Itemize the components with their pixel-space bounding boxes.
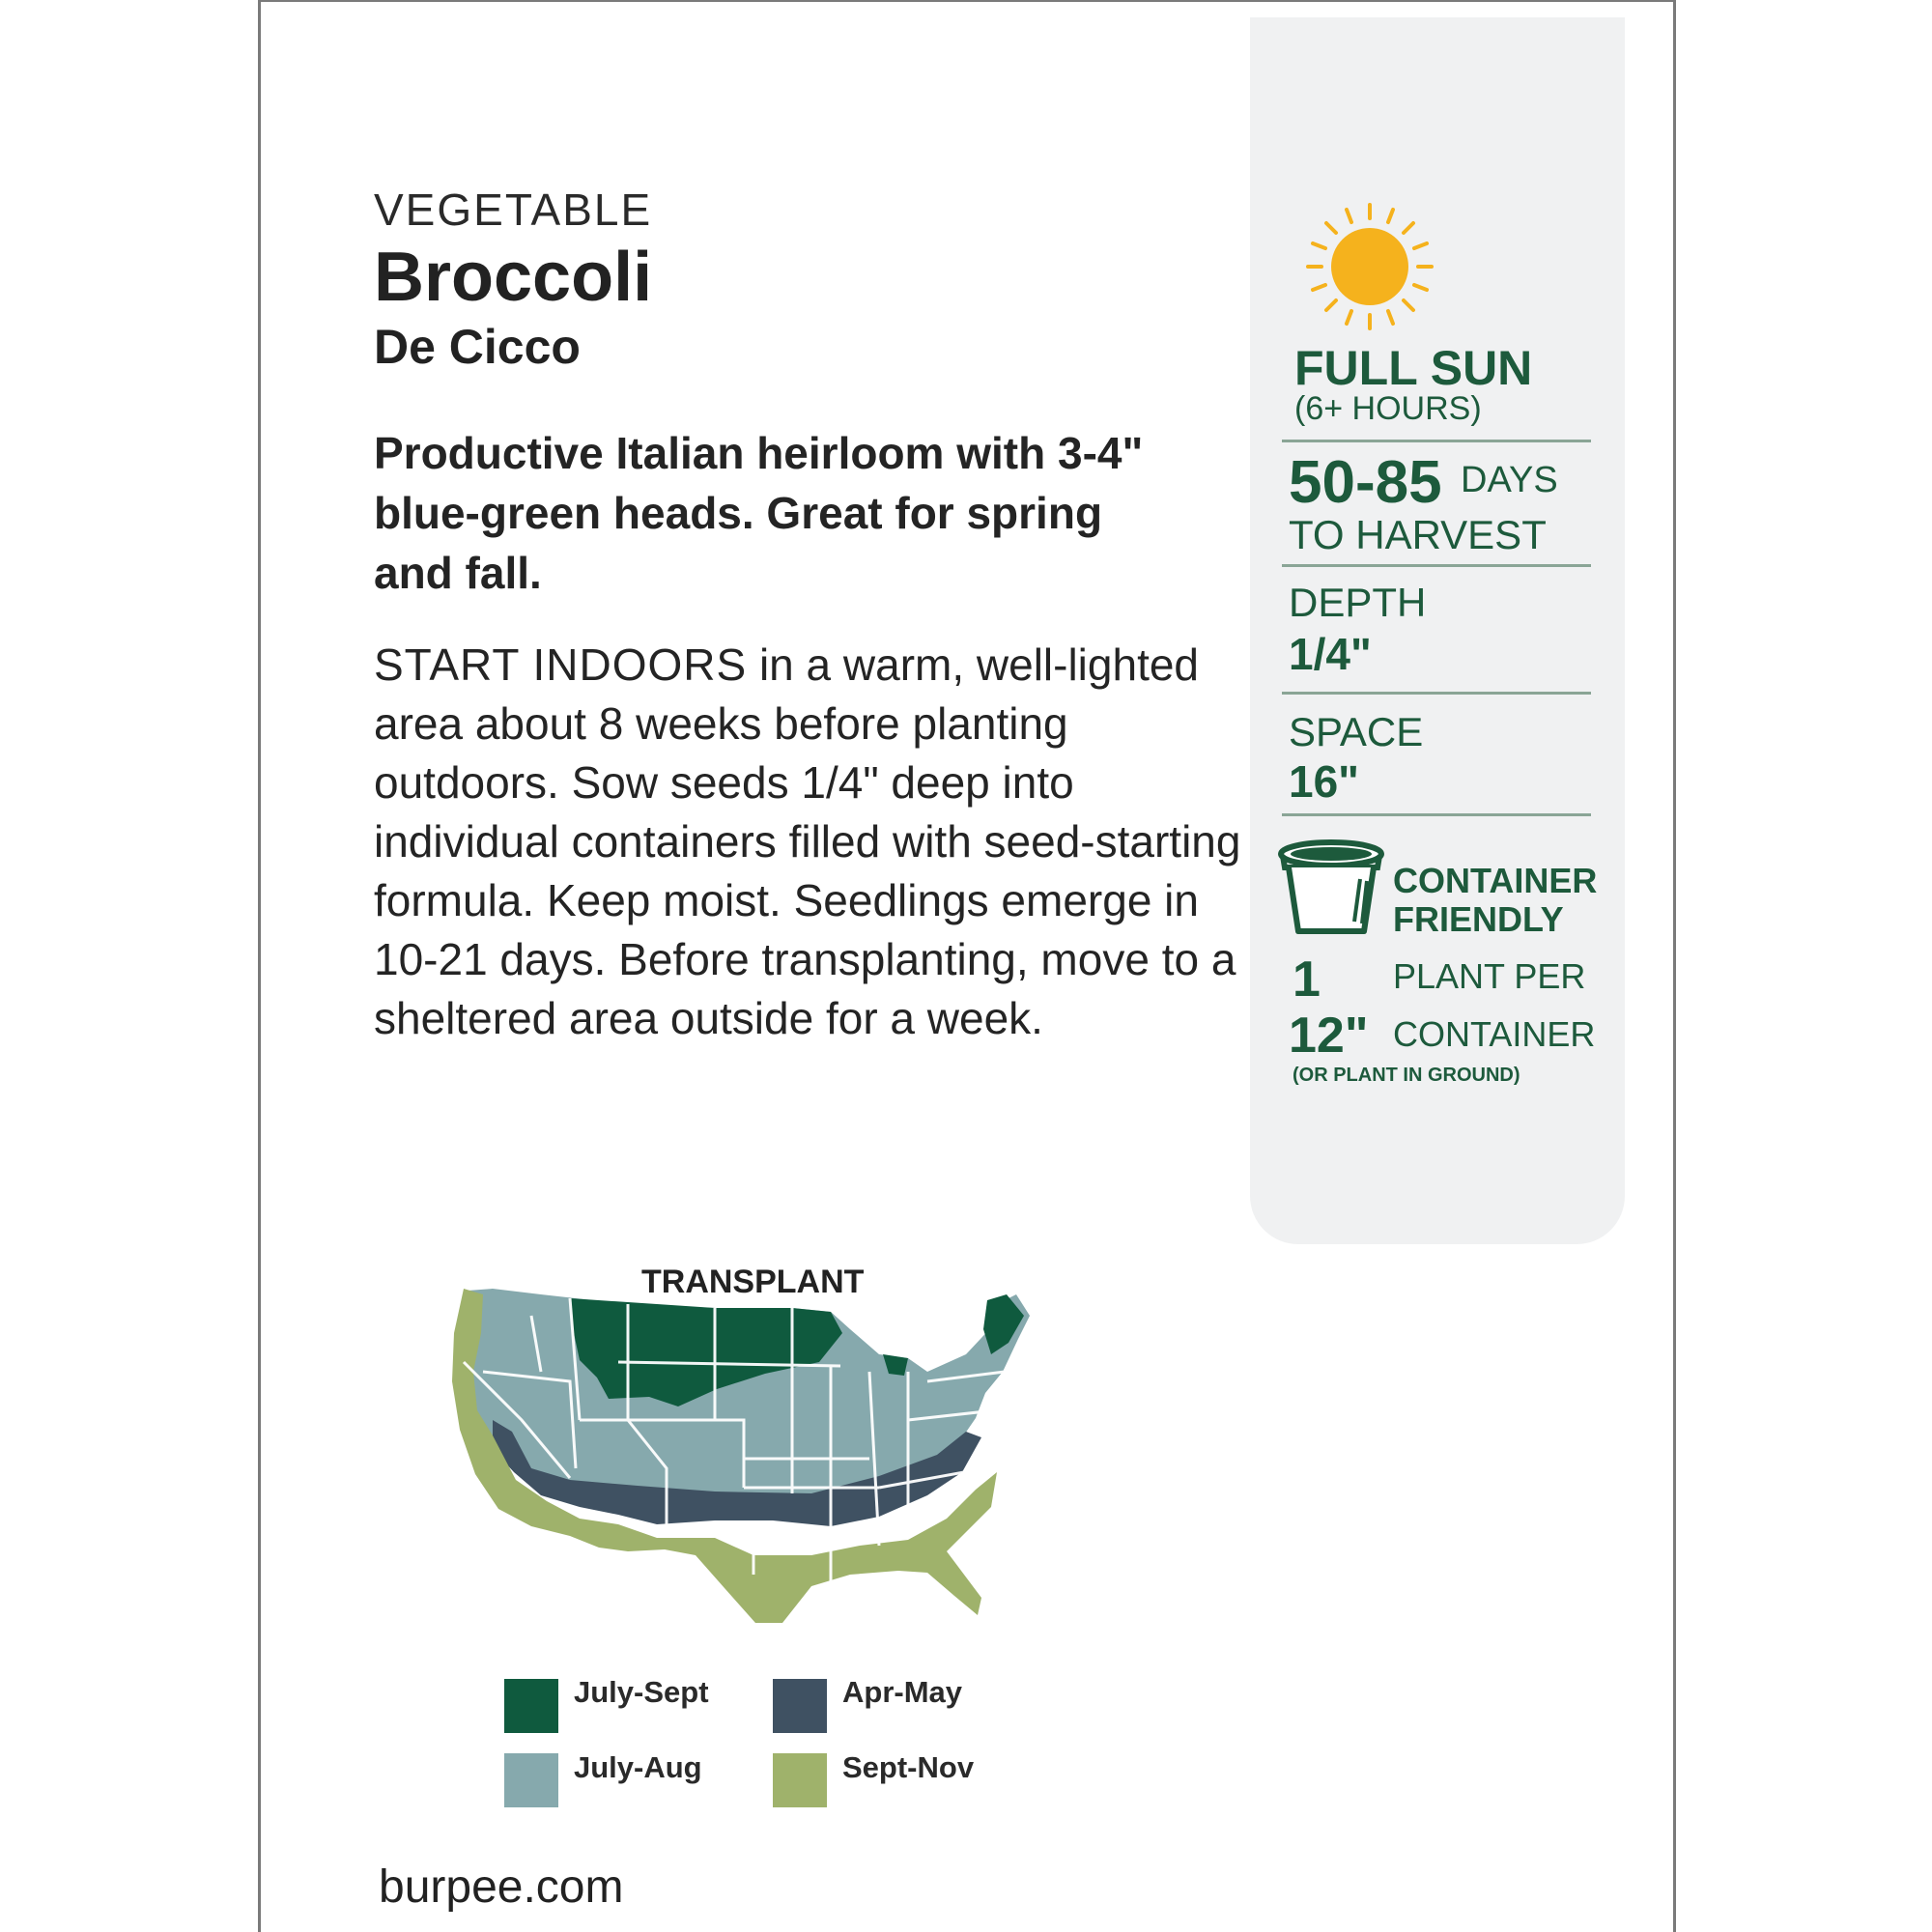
- website-link[interactable]: burpee.com: [379, 1861, 624, 1913]
- days-label: DAYS: [1461, 460, 1558, 500]
- legend-swatch-sept-nov: [773, 1753, 827, 1807]
- legend-swatch-july-aug: [504, 1753, 558, 1807]
- legend-label: July-Sept: [574, 1675, 709, 1709]
- plant-in-ground-note: (OR PLANT IN GROUND): [1293, 1065, 1520, 1086]
- sun-icon: [1304, 201, 1435, 332]
- instructions-body: in a warm, well-lighted area about 8 weeks before planting outdoors. Sow seeds 1/4" deep into individual containers filled with seed-starting formula. Keep moist. Seedlings emerge in 10-21 days. Before transplanting, move to a sheltered area outside for a week.: [374, 639, 1241, 1043]
- legend-label: Sept-Nov: [842, 1750, 975, 1784]
- space-value: 16": [1289, 756, 1359, 807]
- container-title-line-1: CONTAINER: [1393, 861, 1598, 900]
- depth-label: DEPTH: [1289, 580, 1427, 625]
- legend-swatch-july-sept: [504, 1679, 558, 1733]
- to-harvest-label: TO HARVEST: [1289, 512, 1547, 557]
- container-title-line-2: FRIENDLY: [1393, 899, 1564, 939]
- us-transplant-map: [425, 1265, 1082, 1671]
- container-size: 12": [1289, 1008, 1369, 1064]
- description-text: Productive Italian heirloom with 3-4" blue-green heads. Great for spring and fall.: [374, 428, 1144, 598]
- sun-hours: (6+ HOURS): [1294, 390, 1482, 427]
- container-friendly-label: [1393, 862, 1625, 939]
- legend-swatch-apr-may: [773, 1679, 827, 1733]
- category-label: VEGETABLE: [374, 185, 653, 235]
- variety-name: De Cicco: [374, 320, 581, 374]
- map-title: TRANSPLANT: [641, 1264, 865, 1300]
- pot-icon: [1277, 838, 1389, 941]
- plants-per-label: PLANT PER: [1393, 956, 1586, 996]
- divider: [1282, 813, 1591, 816]
- plants-per-container-count: 1: [1293, 952, 1321, 1008]
- space-label: SPACE: [1289, 709, 1424, 754]
- plant-title: Broccoli: [374, 239, 653, 316]
- instructions-lead: START INDOORS: [374, 639, 748, 690]
- divider: [1282, 692, 1591, 695]
- legend-label: July-Aug: [574, 1750, 702, 1784]
- depth-value: 1/4": [1289, 629, 1372, 679]
- days-to-harvest-value: 50-85: [1289, 449, 1442, 516]
- sun-requirement: FULL SUN: [1294, 341, 1533, 395]
- container-label: CONTAINER: [1393, 1014, 1596, 1054]
- divider: [1282, 564, 1591, 567]
- instructions-text: [374, 636, 1243, 1048]
- legend-label: Apr-May: [842, 1675, 963, 1709]
- divider: [1282, 440, 1591, 442]
